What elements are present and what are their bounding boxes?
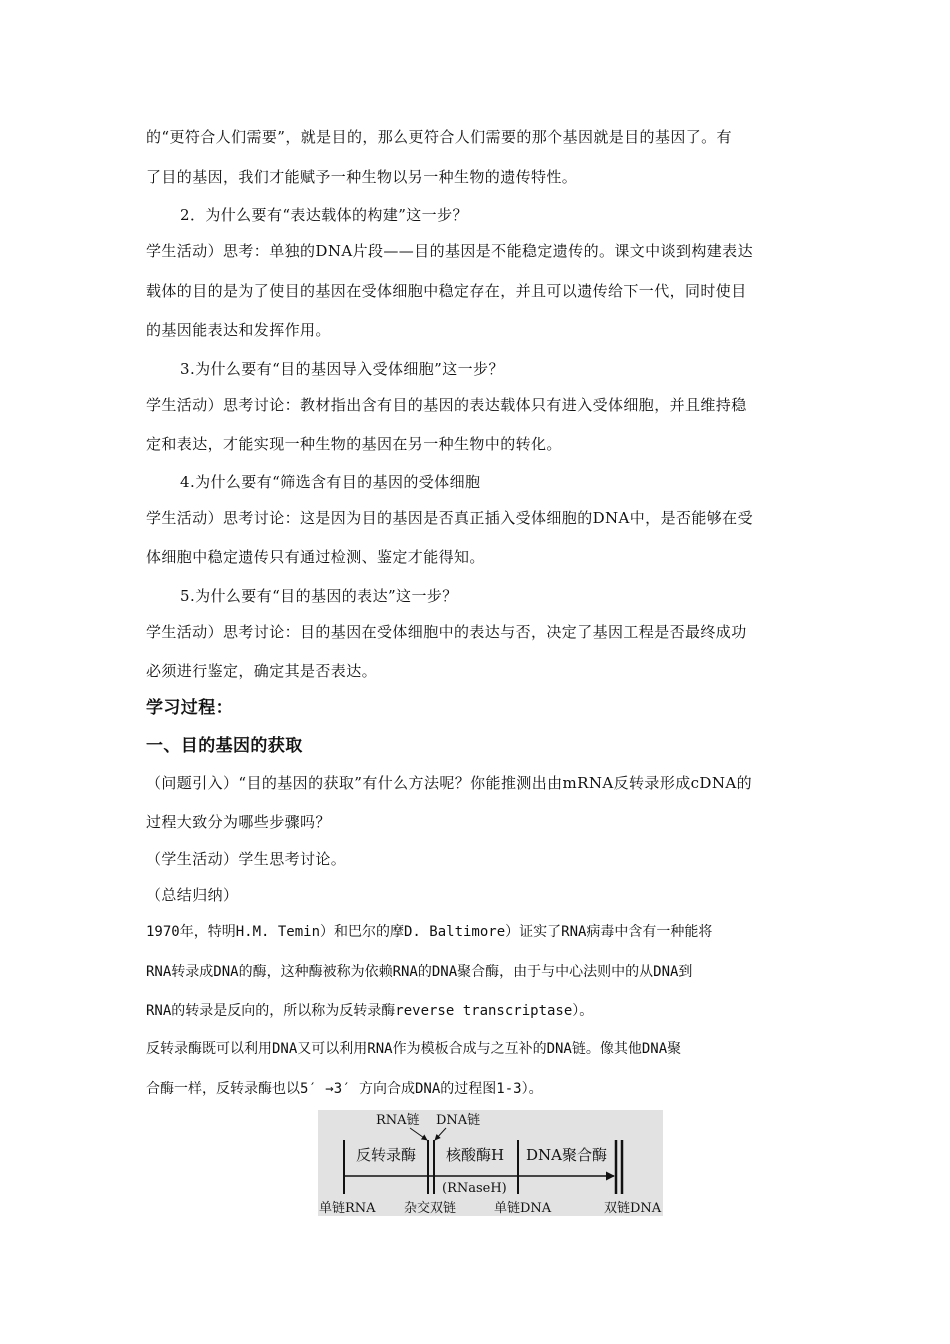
pointer-rna: [410, 1128, 427, 1140]
label-hybrid-duplex: 杂交双链: [404, 1201, 457, 1216]
paragraph-line: 体细胞中稳定遗传只有通过检测、鉴定才能得知。: [146, 548, 485, 566]
step-rnaseh: (RNaseH): [442, 1181, 507, 1196]
paragraph-line: 必须进行鉴定，确定其是否表达。: [146, 662, 378, 680]
label-dna-chain: DNA链: [436, 1113, 481, 1128]
reverse-transcription-figure: [318, 1110, 663, 1216]
step-nuclease-h: 核酸酶H: [446, 1146, 505, 1164]
question-3: 3.为什么要有“目的基因导入受体细胞”这一步？: [180, 360, 504, 378]
label-rna-chain: RNA链: [376, 1113, 420, 1128]
paragraph-line: 合酶一样，反转录酶也以5′ →3′ 方向合成DNA的过程图1-3）。: [146, 1081, 543, 1097]
step-dna-polymerase: DNA聚合酶: [526, 1146, 607, 1164]
heading-learning-process: 学习过程：: [146, 698, 233, 718]
paragraph-line: 反转录酶既可以利用DNA又可以利用RNA作为模板合成与之互补的DNA链。像其他DNA聚: [146, 1041, 682, 1057]
question-5: 5.为什么要有“目的基因的表达”这一步？: [180, 587, 458, 605]
paragraph-line: 的“更符合人们需要”，就是目的，那么更符合人们需要的那个基因就是目的基因了。有: [146, 128, 732, 146]
paragraph-line: 了目的基因，我们才能赋予一种生物以另一种生物的遗传特性。: [146, 168, 578, 186]
pointer-dna: [435, 1128, 446, 1140]
question-2: 2．为什么要有“表达载体的构建”这一步？: [180, 206, 468, 224]
paragraph-line: 的基因能表达和发挥作用。: [146, 321, 331, 339]
paragraph-line: 学生活动）思考讨论：目的基因在受体细胞中的表达与否，决定了基因工程是否最终成功: [146, 623, 747, 641]
paragraph-line: 载体的目的是为了使目的基因在受体细胞中稳定存在，并且可以遗传给下一代，同时使目: [146, 282, 747, 300]
question-4: 4.为什么要有“筛选含有目的基因的受体细胞: [180, 473, 481, 491]
paragraph-line: 学生活动）思考：单独的DNA片段——目的基因是不能稳定遗传的。课文中谈到构建表达: [146, 242, 753, 260]
label-single-rna: 单链RNA: [319, 1201, 376, 1216]
label-double-dna: 双链DNA: [604, 1201, 662, 1216]
paragraph-line: 学生活动）思考讨论：这是因为目的基因是否真正插入受体细胞的DNA中，是否能够在受: [146, 509, 753, 527]
paragraph-line: （学生活动）学生思考讨论。: [146, 850, 347, 868]
paragraph-line: （总结归纳）: [146, 886, 239, 904]
paragraph-line: 学生活动）思考讨论：教材指出含有目的基因的表达载体只有进入受体细胞，并且维持稳: [146, 396, 747, 414]
paragraph-line: 定和表达，才能实现一种生物的基因在另一种生物中的转化。: [146, 435, 562, 453]
label-single-dna: 单链DNA: [494, 1201, 552, 1216]
paragraph-line: 过程大致分为哪些步骤吗？: [146, 813, 331, 831]
paragraph-line: RNA的转录是反向的，所以称为反转录酶reverse transcriptase）。: [146, 1003, 594, 1019]
paragraph-line: 1970年，特明H.M. Temin）和巴尔的摩D. Baltimore）证实了RNA病毒中含有一种能将: [146, 924, 713, 940]
paragraph-line: （问题引入）“目的基因的获取”有什么方法呢？你能推测出由mRNA反转录形成cDNA的: [146, 774, 752, 792]
step-reverse-transcriptase: 反转录酶: [356, 1146, 417, 1164]
heading-section-1: 一、目的基因的获取: [146, 736, 303, 756]
paragraph-line: RNA转录成DNA的酶，这种酶被称为依赖RNA的DNA聚合酶，由于与中心法则中的从DNA到: [146, 964, 693, 980]
